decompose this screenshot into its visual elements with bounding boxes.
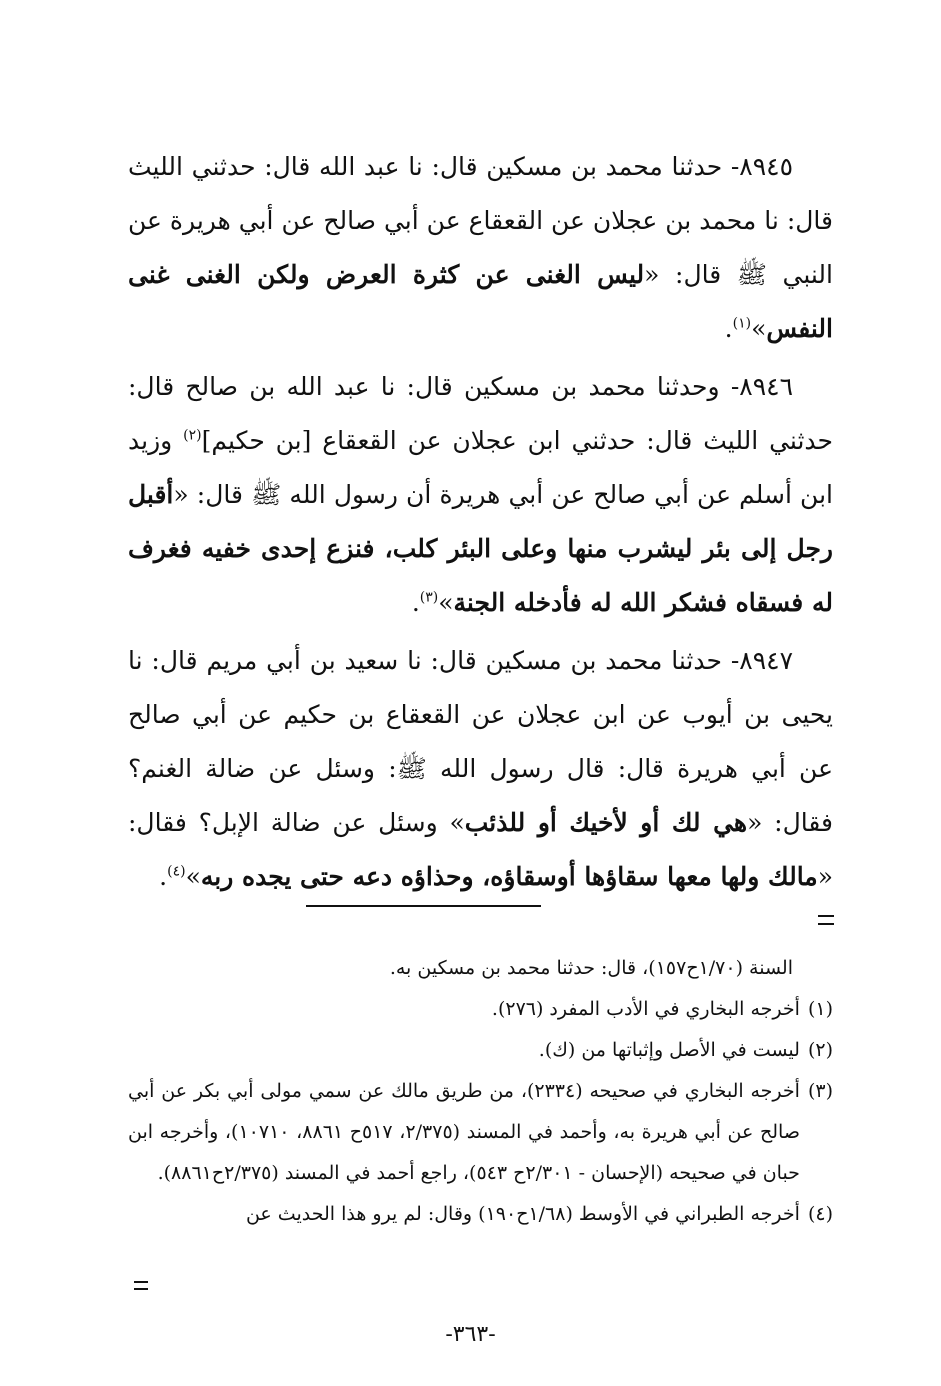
footnote-text: ليست في الأصل وإثباتها من (ك). [538,1039,800,1061]
footnote-4 [128,1194,833,1235]
hadith-text: » وسئل عن ضالة الإبل؟ فقال: « [128,808,833,891]
hadith-text: ٨٩٤٦- وحدثنا محمد بن مسكين قال: نا عبد الله بن صالح قال: حدثني الليث قال: حدثني ابن عجلان عن القعقاع [بن حكيم] [128,372,833,455]
footnote-text: أخرجه البخاري في صحيحه (٢٣٣٤)، من طريق مالك عن سمي مولى أبي بكر عن أبي صالح عن أبي هريرة به، وأحمد في المسند (٢/٣٧٥، ٥١٧ح ٨٨٦١، ١٠٧١٠)، وأخرجه ابن حبان في صحيحه (الإحسان - ٢/٣٠١ح ٥٤٣)، راجع أحمد في المسند (٢/٣٧٥ح٨٨٦١). [128,1080,800,1184]
hadith-matn: مالك ولها معها سقاؤها أوسقاؤه، وحذاؤه دعه حتى يجده ربه [200,862,818,891]
footnote-text: أخرجه البخاري في الأدب المفرد (٢٧٦). [491,998,800,1020]
page-number: -٣٦٣- [445,1322,496,1347]
period: . [411,588,420,617]
footnote-separator [306,905,541,907]
footnote-1 [128,989,833,1030]
hadith-text: ٨٩٤٥- حدثنا محمد بن مسكين قال: نا عبد الله قال: حدثني الليث قال: نا محمد بن عجلان عن القعقاع عن أبي صالح عن أبي هريرة عن النبي ﷺ قال: « [128,152,833,289]
continuation-mark-bottom [134,1281,148,1290]
hadith-matn: هي لك أو لأخيك أو للذئب [464,808,748,837]
footnote-ref: (٤) [167,863,186,880]
period: . [724,314,733,343]
quote-close: » [438,588,454,617]
footnote-continuation: السنة (١/٧٠ح١٥٧)، قال: حدثنا محمد بن مسكين به. [389,957,793,979]
footnote-ref: (١) [732,315,752,332]
quote-close: » [185,862,201,891]
footnote-text: أخرجه الطبراني في الأوسط (١/٦٨ح١٩٠) وقال: لم يرو هذا الحديث عن [245,1203,800,1225]
footnote-number: (١) [807,998,833,1020]
period: . [159,862,168,891]
hadith-8945 [128,140,833,356]
footnote-ref: (٣) [419,589,439,606]
quote-close: » [751,314,767,343]
main-text [128,140,833,908]
footnote-number: (٣) [807,1080,833,1102]
hadith-text: ٨٩٤٧- حدثنا محمد بن مسكين قال: نا سعيد بن أبي مريم قال: نا يحيى بن أيوب عن ابن عجلان عن القعقاع بن حكيم عن أبي صالح عن أبي هريرة قال: قال رسول الله ﷺ: وسئل عن ضالة الغنم؟ فقال: « [128,646,833,837]
footnote-number: (٢) [807,1039,833,1061]
hadith-text: وزيد ابن أسلم عن أبي صالح عن أبي هريرة أن رسول الله ﷺ قال: « [128,426,833,509]
hadith-8947 [128,634,833,904]
hadith-8946 [128,360,833,630]
continuation-mark [818,915,834,925]
footnote-ref: (٢) [183,427,202,444]
footnote-number: (٤) [807,1203,833,1225]
footnote-2 [128,1030,833,1071]
footnotes [128,948,833,1235]
hadith-matn: ليس الغنى عن كثرة العرض ولكن الغنى غنى النفس [128,260,833,343]
hadith-matn: أقبل رجل إلى بئر ليشرب منها وعلى البئر كلب، فنزع إحدى خفيه فغرف له فسقاه فشكر الله له فأدخله الجنة [128,480,833,617]
footnote-3 [128,1071,833,1194]
